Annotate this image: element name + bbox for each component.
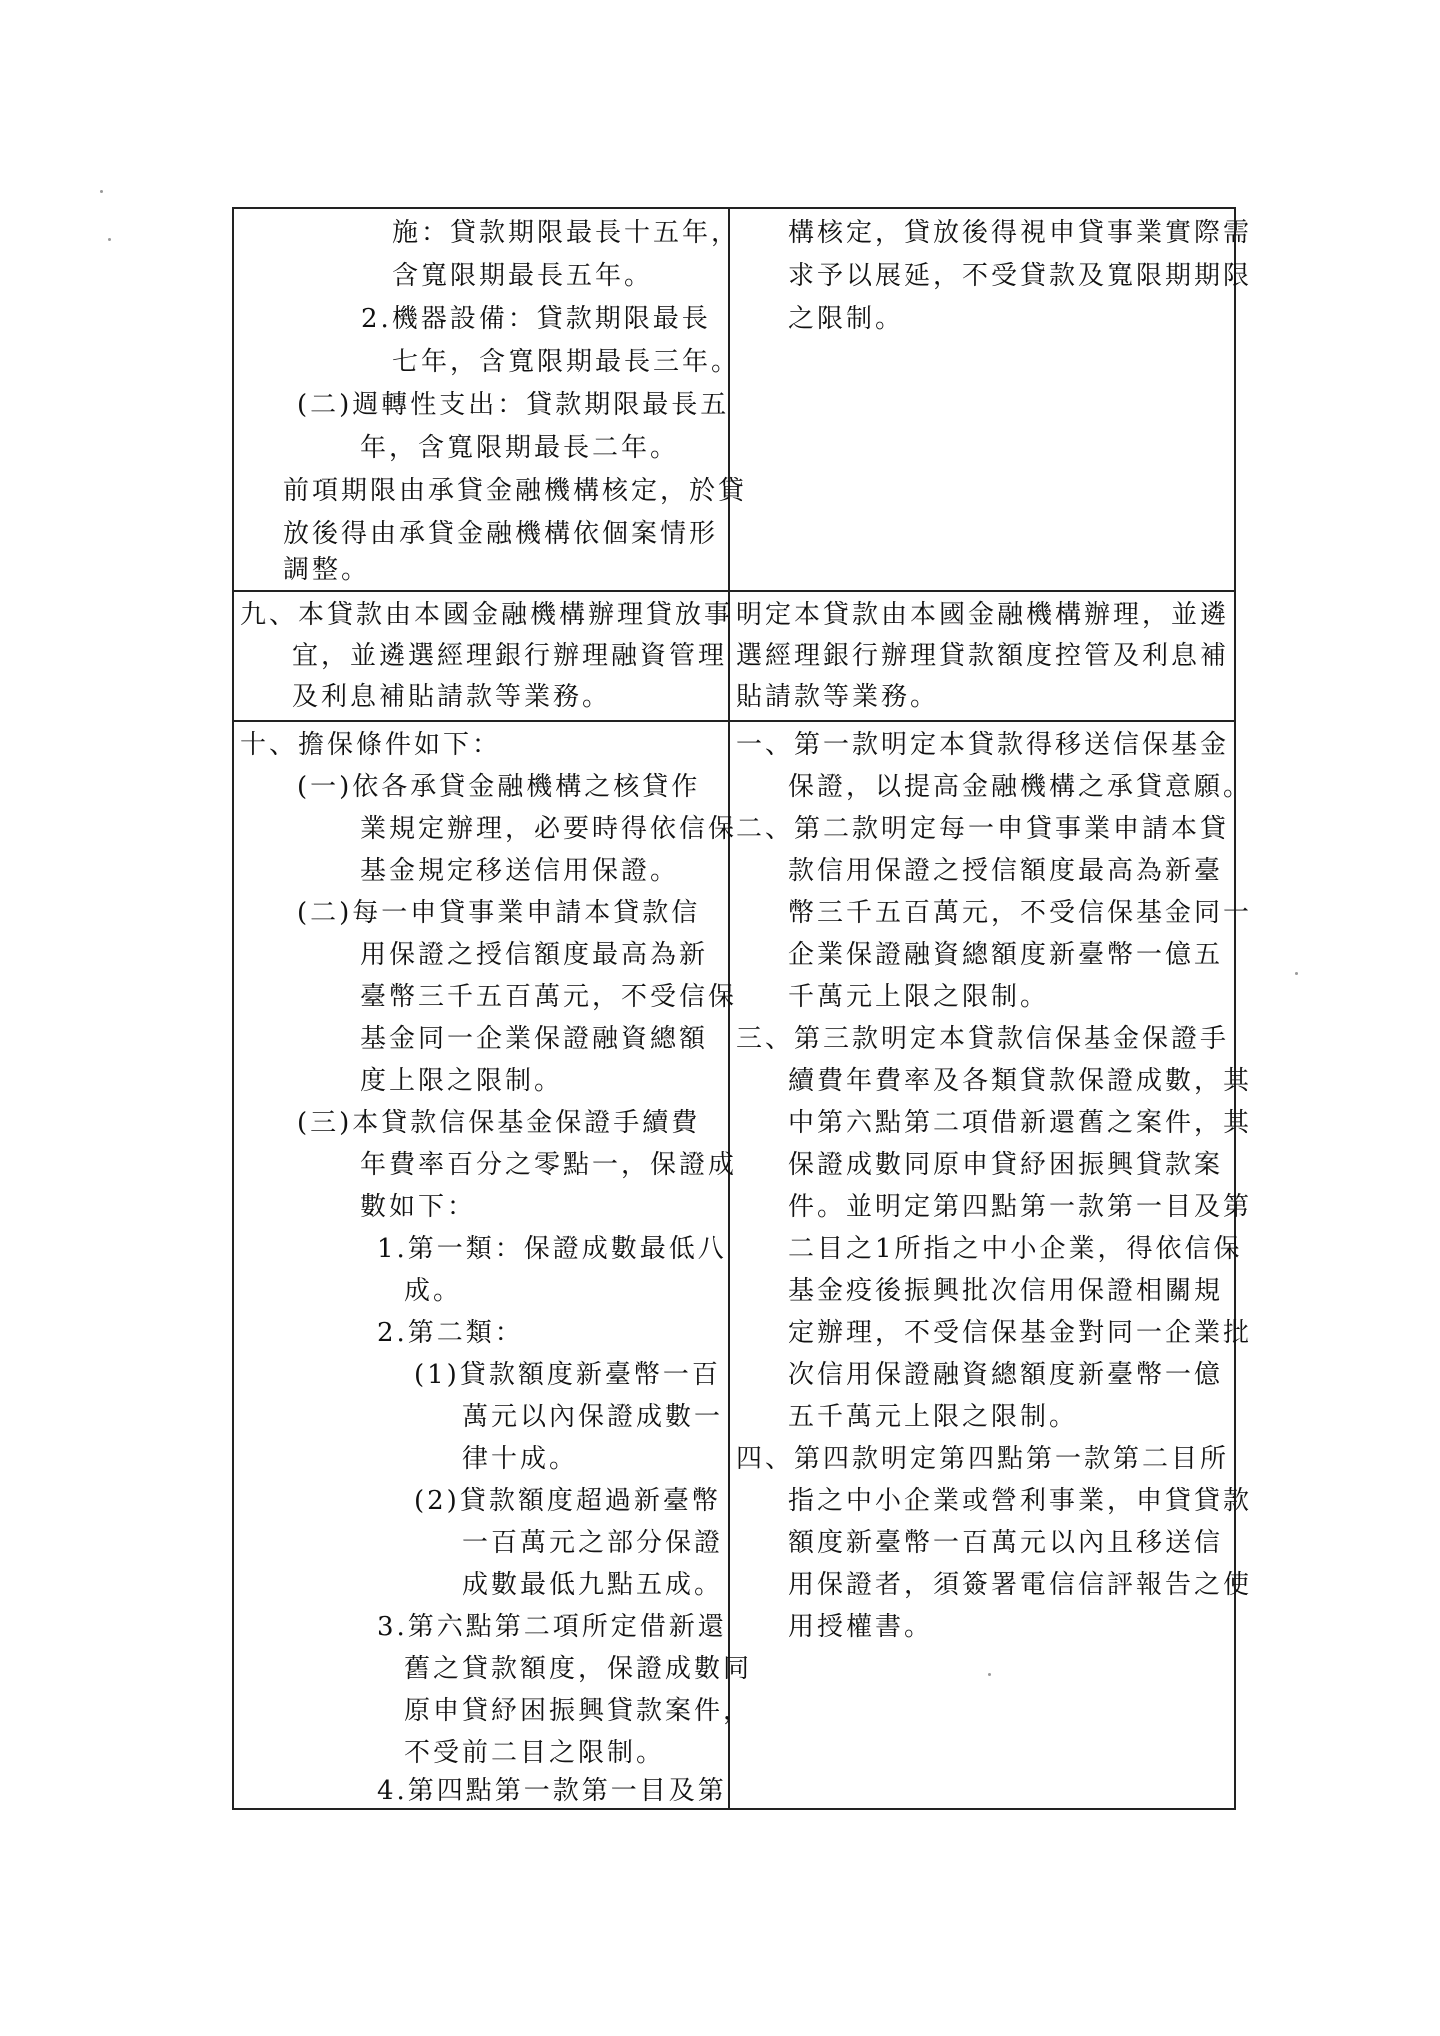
- text-line: 調整。: [283, 555, 371, 585]
- text-line: 放後得由承貸金融機構依個案情形: [283, 519, 719, 549]
- text-line: 保證，以提高金融機構之承貸意願。: [788, 772, 1253, 802]
- text-line: 選經理銀行辦理貸款額度控管及利息補: [736, 641, 1230, 671]
- text-line: 二目之1所指之中小企業，得依信保: [788, 1234, 1243, 1264]
- text-line: 用保證者，須簽署電信信評報告之使: [788, 1570, 1253, 1600]
- row-1-explanation-cell: [730, 209, 1253, 590]
- text-line: 七年，含寬限期最長三年。: [392, 347, 741, 377]
- row-3-provision-cell: [234, 722, 753, 1812]
- text-line: 二、第二款明定每一申貸事業申請本貸: [736, 814, 1230, 844]
- text-line: 4.第四點第一款第一目及第: [377, 1776, 727, 1806]
- text-line: 用授權書。: [788, 1612, 934, 1642]
- text-line: 宜，並遴選經理銀行辦理融資管理: [292, 641, 728, 671]
- text-line: 三、第三款明定本貸款信保基金保證手: [736, 1024, 1230, 1054]
- text-line: (三)本貸款信保基金保證手續費: [297, 1108, 701, 1138]
- text-line: 四、第四款明定第四點第一款第二目所: [736, 1444, 1230, 1474]
- text-line: 律十成。: [462, 1444, 579, 1474]
- text-line: 及利息補貼請款等業務。: [292, 682, 612, 712]
- table-row-2: [234, 592, 1234, 722]
- text-line: 含寬限期最長五年。: [392, 261, 654, 291]
- text-line: 之限制。: [788, 304, 905, 334]
- text-line: 年費率百分之零點一，保證成: [360, 1150, 738, 1180]
- text-line: 貼請款等業務。: [736, 682, 940, 712]
- row-3-explanation-cell: [730, 722, 1253, 1812]
- text-line: 業規定辦理，必要時得依信保: [360, 814, 738, 844]
- text-line: 企業保證融資總額度新臺幣一億五: [788, 940, 1224, 970]
- text-line: 前項期限由承貸金融機構核定，於貸: [283, 476, 748, 506]
- text-line: 中第六點第二項借新還舊之案件，其: [788, 1108, 1253, 1138]
- text-line: 千萬元上限之限制。: [788, 982, 1050, 1012]
- text-line: 額度新臺幣一百萬元以內且移送信: [788, 1528, 1224, 1558]
- table-row-3: [234, 722, 1253, 1812]
- text-line: 施：貸款期限最長十五年，: [392, 218, 741, 248]
- text-line: 3.第六點第二項所定借新還: [377, 1612, 727, 1642]
- text-line: 2.機器設備：貸款期限最長: [361, 304, 711, 334]
- text-line: 度上限之限制。: [360, 1066, 564, 1096]
- text-line: (二)每一申貸事業申請本貸款信: [297, 898, 701, 928]
- text-line: 臺幣三千五百萬元，不受信保: [360, 982, 738, 1012]
- text-line: 幣三千五百萬元，不受信保基金同一: [788, 898, 1253, 928]
- row-1-provision-cell: [234, 209, 748, 590]
- text-line: 九、本貸款由本國金融機構辦理貸放事: [240, 600, 734, 630]
- text-line: 基金疫後振興批次信用保證相關規: [788, 1276, 1224, 1306]
- text-line: (1)貸款額度新臺幣一百: [414, 1360, 721, 1390]
- row-2-provision-cell: [234, 592, 734, 720]
- text-line: 基金規定移送信用保證。: [360, 856, 680, 886]
- text-line: 舊之貸款額度，保證成數同: [404, 1654, 753, 1684]
- text-line: 款信用保證之授信額度最高為新臺: [788, 856, 1224, 886]
- text-line: 用保證之授信額度最高為新: [360, 940, 709, 970]
- text-line: 十、擔保條件如下：: [240, 730, 502, 760]
- text-line: 不受前二目之限制。: [404, 1738, 666, 1768]
- text-line: 原申貸紓困振興貸款案件，: [404, 1696, 753, 1726]
- row-2-explanation-cell: [730, 592, 1234, 720]
- text-line: 萬元以內保證成數一: [462, 1402, 724, 1432]
- text-line: 續費年費率及各類貸款保證成數，其: [788, 1066, 1253, 1096]
- text-line: 數如下：: [360, 1192, 477, 1222]
- text-line: 明定本貸款由本國金融機構辦理，並遴: [736, 600, 1230, 630]
- scan-speck: [1295, 972, 1298, 975]
- text-line: 構核定，貸放後得視申貸事業實際需: [788, 218, 1253, 248]
- text-line: 年，含寬限期最長二年。: [360, 433, 680, 463]
- scan-speck: [988, 1673, 991, 1676]
- text-line: 一、第一款明定本貸款得移送信保基金: [736, 730, 1230, 760]
- text-line: 2.第二類：: [377, 1318, 524, 1348]
- text-line: 件。並明定第四點第一款第一目及第: [788, 1192, 1253, 1222]
- text-line: 成數最低九點五成。: [462, 1570, 724, 1600]
- text-line: 指之中小企業或營利事業，申貸貸款: [788, 1486, 1253, 1516]
- text-line: (2)貸款額度超過新臺幣: [414, 1486, 721, 1516]
- text-line: 定辦理，不受信保基金對同一企業批: [788, 1318, 1253, 1348]
- text-line: 基金同一企業保證融資總額: [360, 1024, 709, 1054]
- text-line: 保證成數同原申貸紓困振興貸款案: [788, 1150, 1224, 1180]
- scan-speck: [100, 190, 103, 193]
- text-line: 成。: [404, 1276, 463, 1306]
- text-line: 求予以展延，不受貸款及寬限期期限: [788, 261, 1253, 291]
- text-line: 五千萬元上限之限制。: [788, 1402, 1079, 1432]
- comparison-table: [232, 207, 1253, 1810]
- scan-speck: [108, 238, 111, 241]
- text-line: 次信用保證融資總額度新臺幣一億: [788, 1360, 1224, 1390]
- text-line: (二)週轉性支出：貸款期限最長五: [297, 390, 730, 420]
- table-row-1: [234, 209, 1253, 592]
- text-line: (一)依各承貸金融機構之核貸作: [297, 772, 701, 802]
- text-line: 一百萬元之部分保證: [462, 1528, 724, 1558]
- text-line: 1.第一類：保證成數最低八: [377, 1234, 727, 1264]
